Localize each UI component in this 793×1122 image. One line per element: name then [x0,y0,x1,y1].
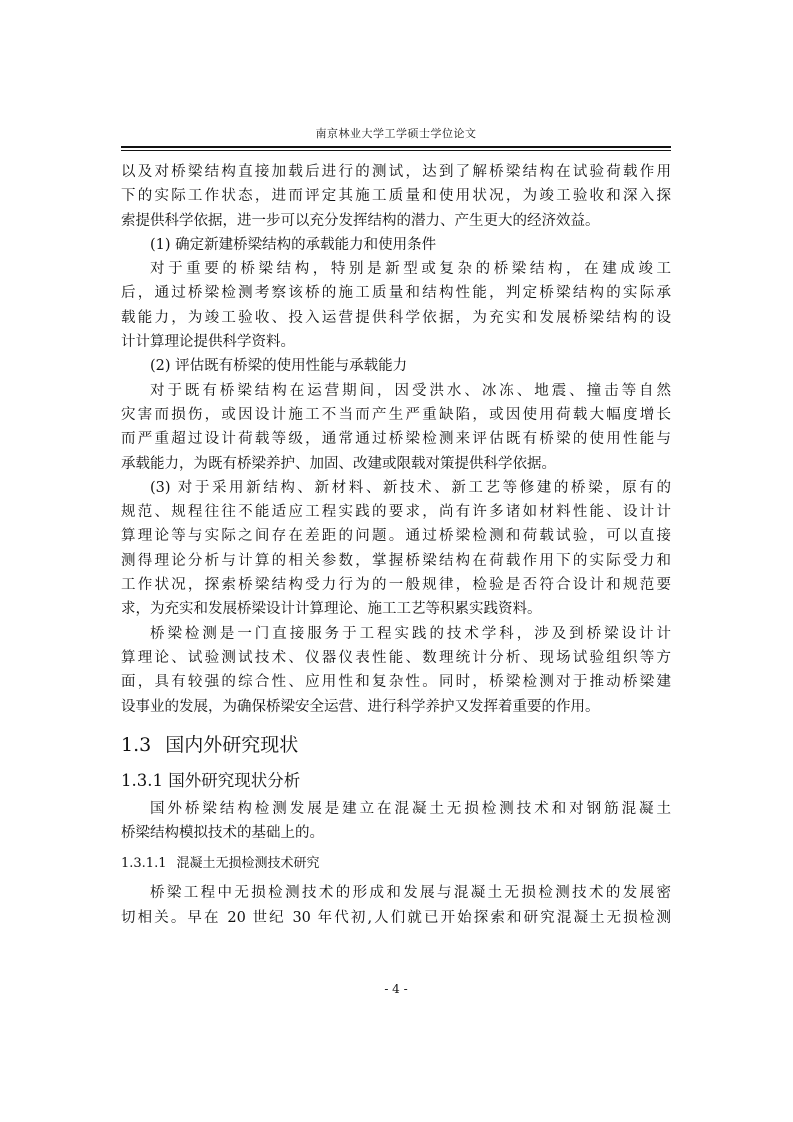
text-line: 切相关。早在 20 世纪 30 年代初,人们就已开始探索和研究混凝土无损检测 [121,909,671,926]
running-header: 南京林业大学工学硕士学位论文 [315,127,477,140]
text-line: 下的实际工作状态，进而评定其施工质量和使用状况，为竣工验收和深入探 [121,188,671,205]
subsection-heading: 1.3.1 国外研究现状分析 [121,770,301,790]
page-body [121,160,671,930]
page-number: - 4 - [384,982,408,996]
text-line: 以及对桥梁结构直接加载后进行的测试，达到了解桥梁结构在试验荷载作用 [121,164,671,180]
text-line: 工作状况，探索桥梁结构受力行为的一般规律，检验是否符合设计和规范要 [121,577,671,594]
paragraph-foreign-research [121,797,671,846]
text-line: 灾害而损伤，或因设计施工不当而产生严重缺陷，或因使用荷载大幅度增长 [121,406,671,423]
text-line: 后，通过桥梁检测考察该桥的施工质量和结构性能，判定桥梁结构的实际承 [121,285,671,302]
text-line: 测得理论分析与计算的相关参数，掌握桥梁结构在荷载作用下的实际受力和 [121,552,671,569]
text-line: 计计算理论提供科学资料。 [121,334,295,351]
text-line: 对于重要的桥梁结构，特别是新型或复杂的桥梁结构，在建成竣工 [150,261,671,278]
paragraph-new-bridge [121,257,671,354]
paragraph-new-technology [121,476,671,622]
section-heading [121,725,671,765]
paragraph-ndt [121,881,671,930]
subsubsection-number: 1.3.1.1 [121,856,167,872]
text-line: (3) 对于采用新结构、新材料、新技术、新工艺等修建的桥梁，原有的 [150,479,671,496]
subsubsection-title: 混凝土无损检测技术研究 [176,856,320,872]
list-item-title-2: (2) 评估既有桥梁的使用性能与承载能力 [150,358,408,375]
paragraph-existing-bridge [121,379,671,476]
text-line: 桥梁检测是一门直接服务于工程实践的技术学科，涉及到桥梁设计计 [150,625,671,642]
text-line: 桥梁工程中无损检测技术的形成和发展与混凝土无损检测技术的发展密 [150,885,671,902]
text-line: 求，为充实和发展桥梁设计计算理论、施工工艺等积累实践资料。 [121,601,542,618]
text-line: 设事业的发展，为确保桥梁安全运营、进行科学养护又发挥着重要的作用。 [121,698,600,715]
section-title: 国内外研究现状 [165,733,299,756]
text-line: 算理论、试验测试技术、仪器仪表性能、数理统计分析、现场试验组织等方 [121,649,671,666]
paragraph-discipline [121,622,671,719]
text-line: 算理论等与实际之间存在差距的问题。通过桥梁检测和荷载试验，可以直接 [121,528,671,545]
header-rule-thick [121,146,671,148]
text-line: 桥梁结构模拟技术的基础上的。 [121,825,324,842]
text-line: 国外桥梁结构检测发展是建立在混凝土无损检测技术和对钢筋混凝土 [150,800,671,817]
text-line: 面，具有较强的综合性、应用性和复杂性。同时，桥梁检测对于推动桥梁建 [121,674,671,691]
text-line: 载能力，为竣工验收、投入运营提供科学依据，为充实和发展桥梁结构的设 [121,309,671,326]
section-number: 1.3 [121,733,152,756]
subsubsection-heading [121,847,671,881]
text-line: 对于既有桥梁结构在运营期间，因受洪水、冰冻、地震、撞击等自然 [150,382,671,399]
header-rule-thin [121,150,671,151]
paragraph-continuation [121,160,671,233]
text-line: 索提供科学依据，进一步可以充分发挥结构的潜力、产生更大的经济效益。 [121,212,600,229]
text-line: 承载能力，为既有桥梁养护、加固、改建或限载对策提供科学依据。 [121,455,556,472]
text-line: 而严重超过设计荷载等级，通常通过桥梁检测来评估既有桥梁的使用性能与 [121,431,671,448]
text-line: 规范、规程往往不能适应工程实践的要求，尚有许多诸如材料性能、设计计 [121,504,671,521]
list-item-title-1: (1) 确定新建桥梁结构的承载能力和使用条件 [150,236,437,253]
